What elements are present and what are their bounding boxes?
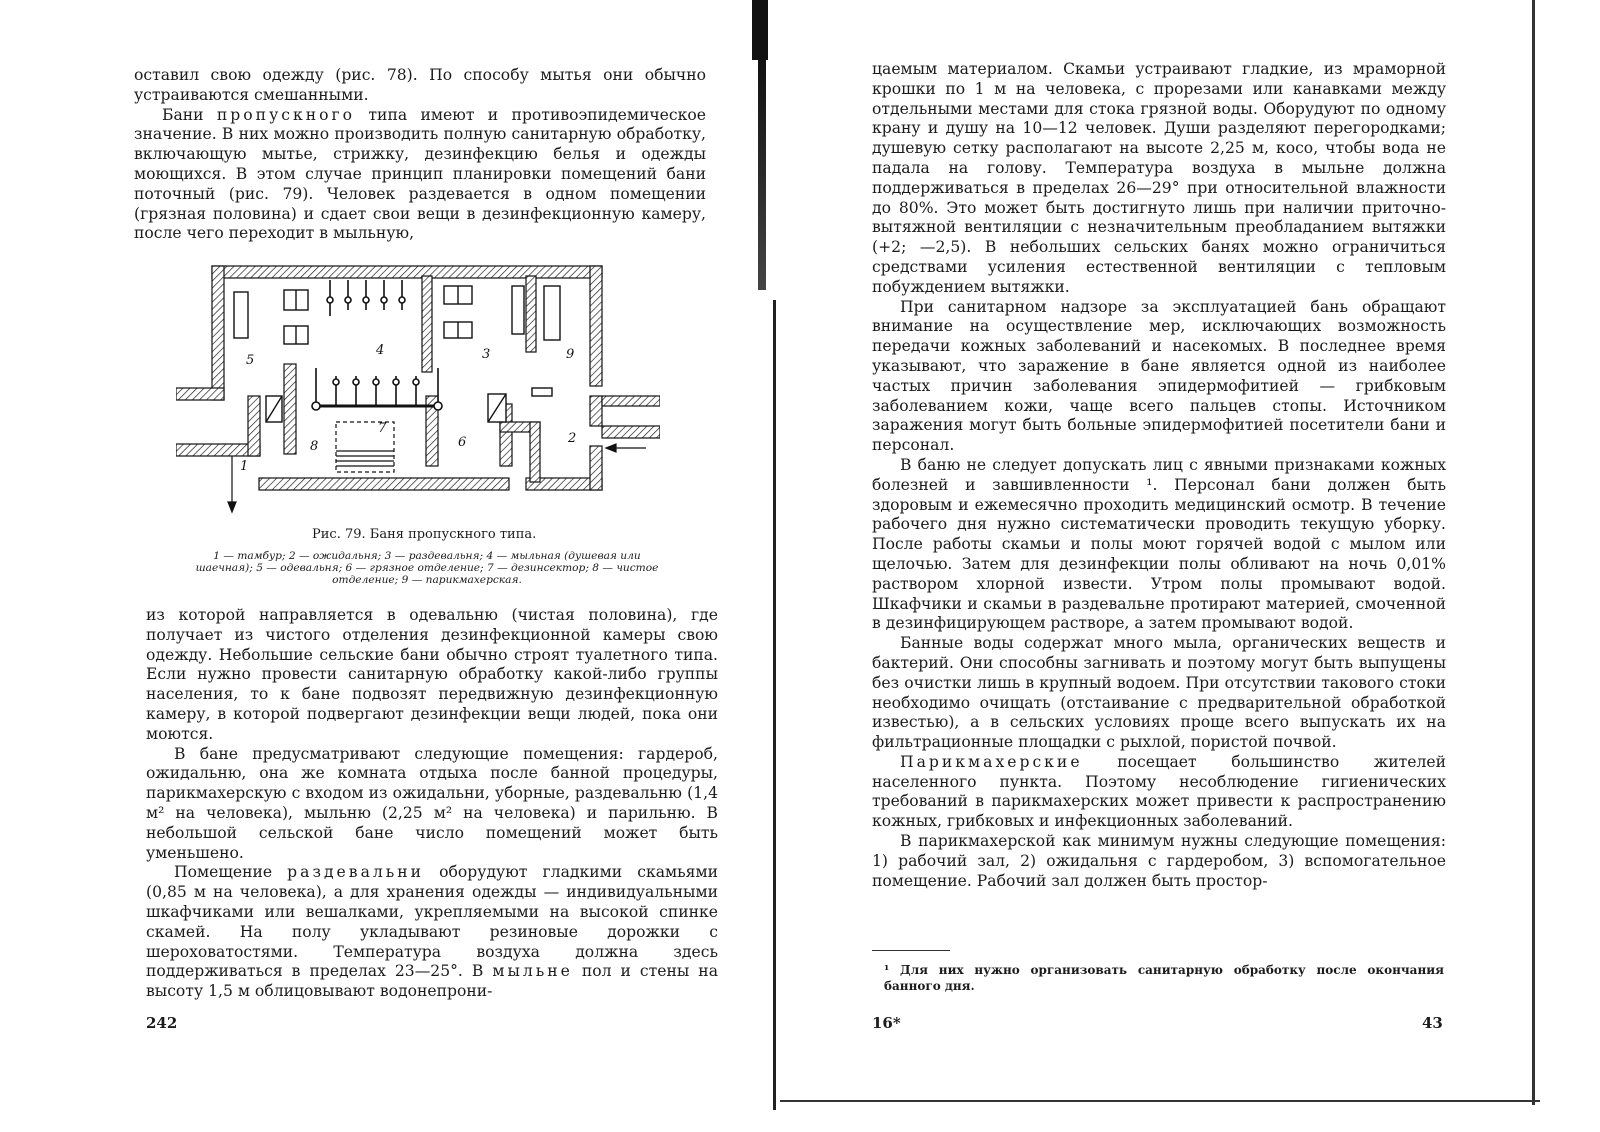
text-run: пол и стены на высоту 1,5 м облицовывают водонепрони- xyxy=(146,962,718,1001)
paragraph xyxy=(146,863,718,1002)
figure-caption-title: Рис. 79. Баня пропускного типа. xyxy=(312,527,537,542)
paragraph xyxy=(872,60,1446,298)
paragraph xyxy=(146,745,718,864)
room-label-1: 1 xyxy=(240,459,249,474)
footnote: ¹ Для них нужно организовать санитарную обработку после окончания банного дня. xyxy=(884,963,1444,993)
emphasized-term: пропускного xyxy=(216,105,356,124)
paragraph xyxy=(872,832,1446,891)
room-label-6: 6 xyxy=(458,435,467,450)
text-run: посещает большинство жителей населенного пункта. Поэтому несоблюдение гигиенических требований в парикмахерских может привести к распространению кожных, грибковых и инфекционных заболеваний. xyxy=(872,752,1446,831)
text-run: Бани xyxy=(162,105,217,124)
text-run: типа имеют и противоэпидемическое значение. В них можно производить полную санитарную обработку, включающую мытье, стрижку, дезинфекцию белья и одежды моющихся. В этом случае принцип планировки помещений бани поточный (рис. 79). Человек раздевается в одном помещении (грязная половина) и сдает свои вещи в дезинфекционную камеру, после чего переходит в мыльную, xyxy=(134,105,707,243)
text-run: оборудуют гладкими скамьями (0,85 м на человека), а для хранения одежды — индивидуальными шкафчиками или вешалками, укрепляемыми на высокой спинке скамей. На полу укладывают резиновые дорожки с шероховатостями. Температура воздуха должна здесь поддерживаться в пределах 23—25°. В xyxy=(146,863,718,981)
room-label-2: 2 xyxy=(568,431,577,446)
text-run: При санитарном надзоре за эксплуатацией бань обращают внимание на осуществление мер, исключающих возможность передачи кожных заболеваний и насекомых. В последнее время указывают, что заражение в бане является одной из наиболее частых причин заболевания эпидермофитией — грибковым заболеванием кожи, чаще всего пальцев стопы. Источником заражения могут быть больные эпидермофитией посетители бани и персонал. xyxy=(872,297,1446,455)
emphasized-term: раздевальни xyxy=(287,863,425,882)
emphasized-term: мыльне xyxy=(492,962,573,981)
text-run: оставил свою одежду (рис. 78). По способу мытья они обычно устраиваются смешанными. xyxy=(134,66,706,104)
page-number-left: 242 xyxy=(146,1014,178,1032)
left-page xyxy=(0,0,780,1132)
paragraph xyxy=(134,66,706,106)
paragraph xyxy=(872,456,1446,634)
text-run: цаемым материалом. Скамьи устраивают гладкие, из мраморной крошки по 1 м на человека, с прорезами или канавками между отдельными местами для стока грязной воды. Оборудуют по одному крану и душу на 10—12 человек. Души разделяют перегородками; душевую сетку располагают на высоте 2,25 м, косо, чтобы вода не падала на голову. Температура воздуха в мыльне должна поддерживаться в пределах 26—29° при относительной влажности до 80%. Это может быть достигнуто лишь при наличии приточно-вытяжной вентиляции с незначительным преобладанием вытяжки (+2; —2,5). В небольших сельских банях можно ограничиться средствами усиления естественной вентиляции с тепловым побуждением вытяжки. xyxy=(872,60,1446,296)
text-run: В бане предусматривают следующие помещения: гардероб, ожидальню, она же комната отдыха после банной процедуры, парикмахерскую с входом из ожидальни, уборные, раздевальню (1,4 м² на человека), мыльню (2,25 м² на человека) и парильню. В небольшой сельской бане число помещений может быть уменьшено. xyxy=(146,744,718,862)
emphasized-term: Парикмахерские xyxy=(900,752,1083,771)
paragraph xyxy=(872,753,1446,832)
text-run: В баню не следует допускать лиц с явными признаками кожных болезней и завшивленности ¹. Персонал бани должен быть здоровым и ежемесячно проходить медицинский осмотр. В течение рабочего дня нужно систематически проводить текущую уборку. После работы скамьи и полы моют горячей водой с мылом или щелочью. Затем для дезинфекции полы обливают на ночь 0,01% раствором хлорной извести. Утром полы промывают водой. Шкафчики и скамьи в раздевальне протирают материей, смоченной в дезинфицирующем растворе, а затем промывают водой. xyxy=(872,455,1446,633)
left-page-text-top xyxy=(134,66,706,244)
right-page xyxy=(780,0,1600,1132)
room-label-3: 3 xyxy=(482,347,491,362)
footnote-rule xyxy=(872,950,950,951)
signature-mark: 16* xyxy=(872,1014,901,1032)
text-run: Помещение xyxy=(174,863,288,882)
right-page-text xyxy=(872,60,1446,891)
text-run: из которой направляется в одевальню (чистая половина), где получает из чистого отделения дезинфекционной камеры свою одежду. Небольшие сельские бани обычно строят туалетного типа. Если нужно провести санитарную обработку какой-либо группы населения, то к бане подвозят передвижную дезинфекционную камеру, в которой подвергают дезинфекции вещи людей, пока они моются. xyxy=(146,606,718,743)
paragraph xyxy=(872,634,1446,753)
plan-benches xyxy=(234,286,560,422)
text-run: В парикмахерской как минимум нужны следующие помещения: 1) рабочий зал, 2) ожидальня с гардеробом, 3) вспомогательное помещение. Рабочий зал должен быть простор- xyxy=(872,832,1446,890)
figure-caption-legend: 1 — тамбур; 2 — ожидальня; 3 — раздевальня; 4 — мыльная (душевая или шаечная); 5 — одевальня; 6 — грязное отделение; 7 — дезинсектор; 8 — чистое отделение; 9 — парикмахерская. xyxy=(195,550,659,586)
paragraph xyxy=(872,298,1446,456)
room-label-9: 9 xyxy=(566,347,575,362)
text-run: Банные воды содержат много мыла, органических веществ и бактерий. Они способны загнивать и поэтому могут быть выпущены без очистки лишь в крупный водоем. При отсутствии такового стоки необходимо очищать (отстаивание с предварительной обработкой известью), а в сельских условиях проще всего выпускать их на фильтрационные площадки с рыхлой, пористой почвой. xyxy=(872,634,1446,752)
room-label-8: 8 xyxy=(310,439,319,454)
bath-floor-plan-figure xyxy=(176,246,660,524)
left-page-text-bottom xyxy=(146,606,718,1002)
paragraph xyxy=(134,106,706,245)
paragraph xyxy=(146,606,718,745)
room-label-7: 7 xyxy=(378,421,387,436)
page-number-right: 43 xyxy=(1422,1014,1443,1032)
room-label-4: 4 xyxy=(376,343,385,358)
room-label-5: 5 xyxy=(246,353,255,368)
